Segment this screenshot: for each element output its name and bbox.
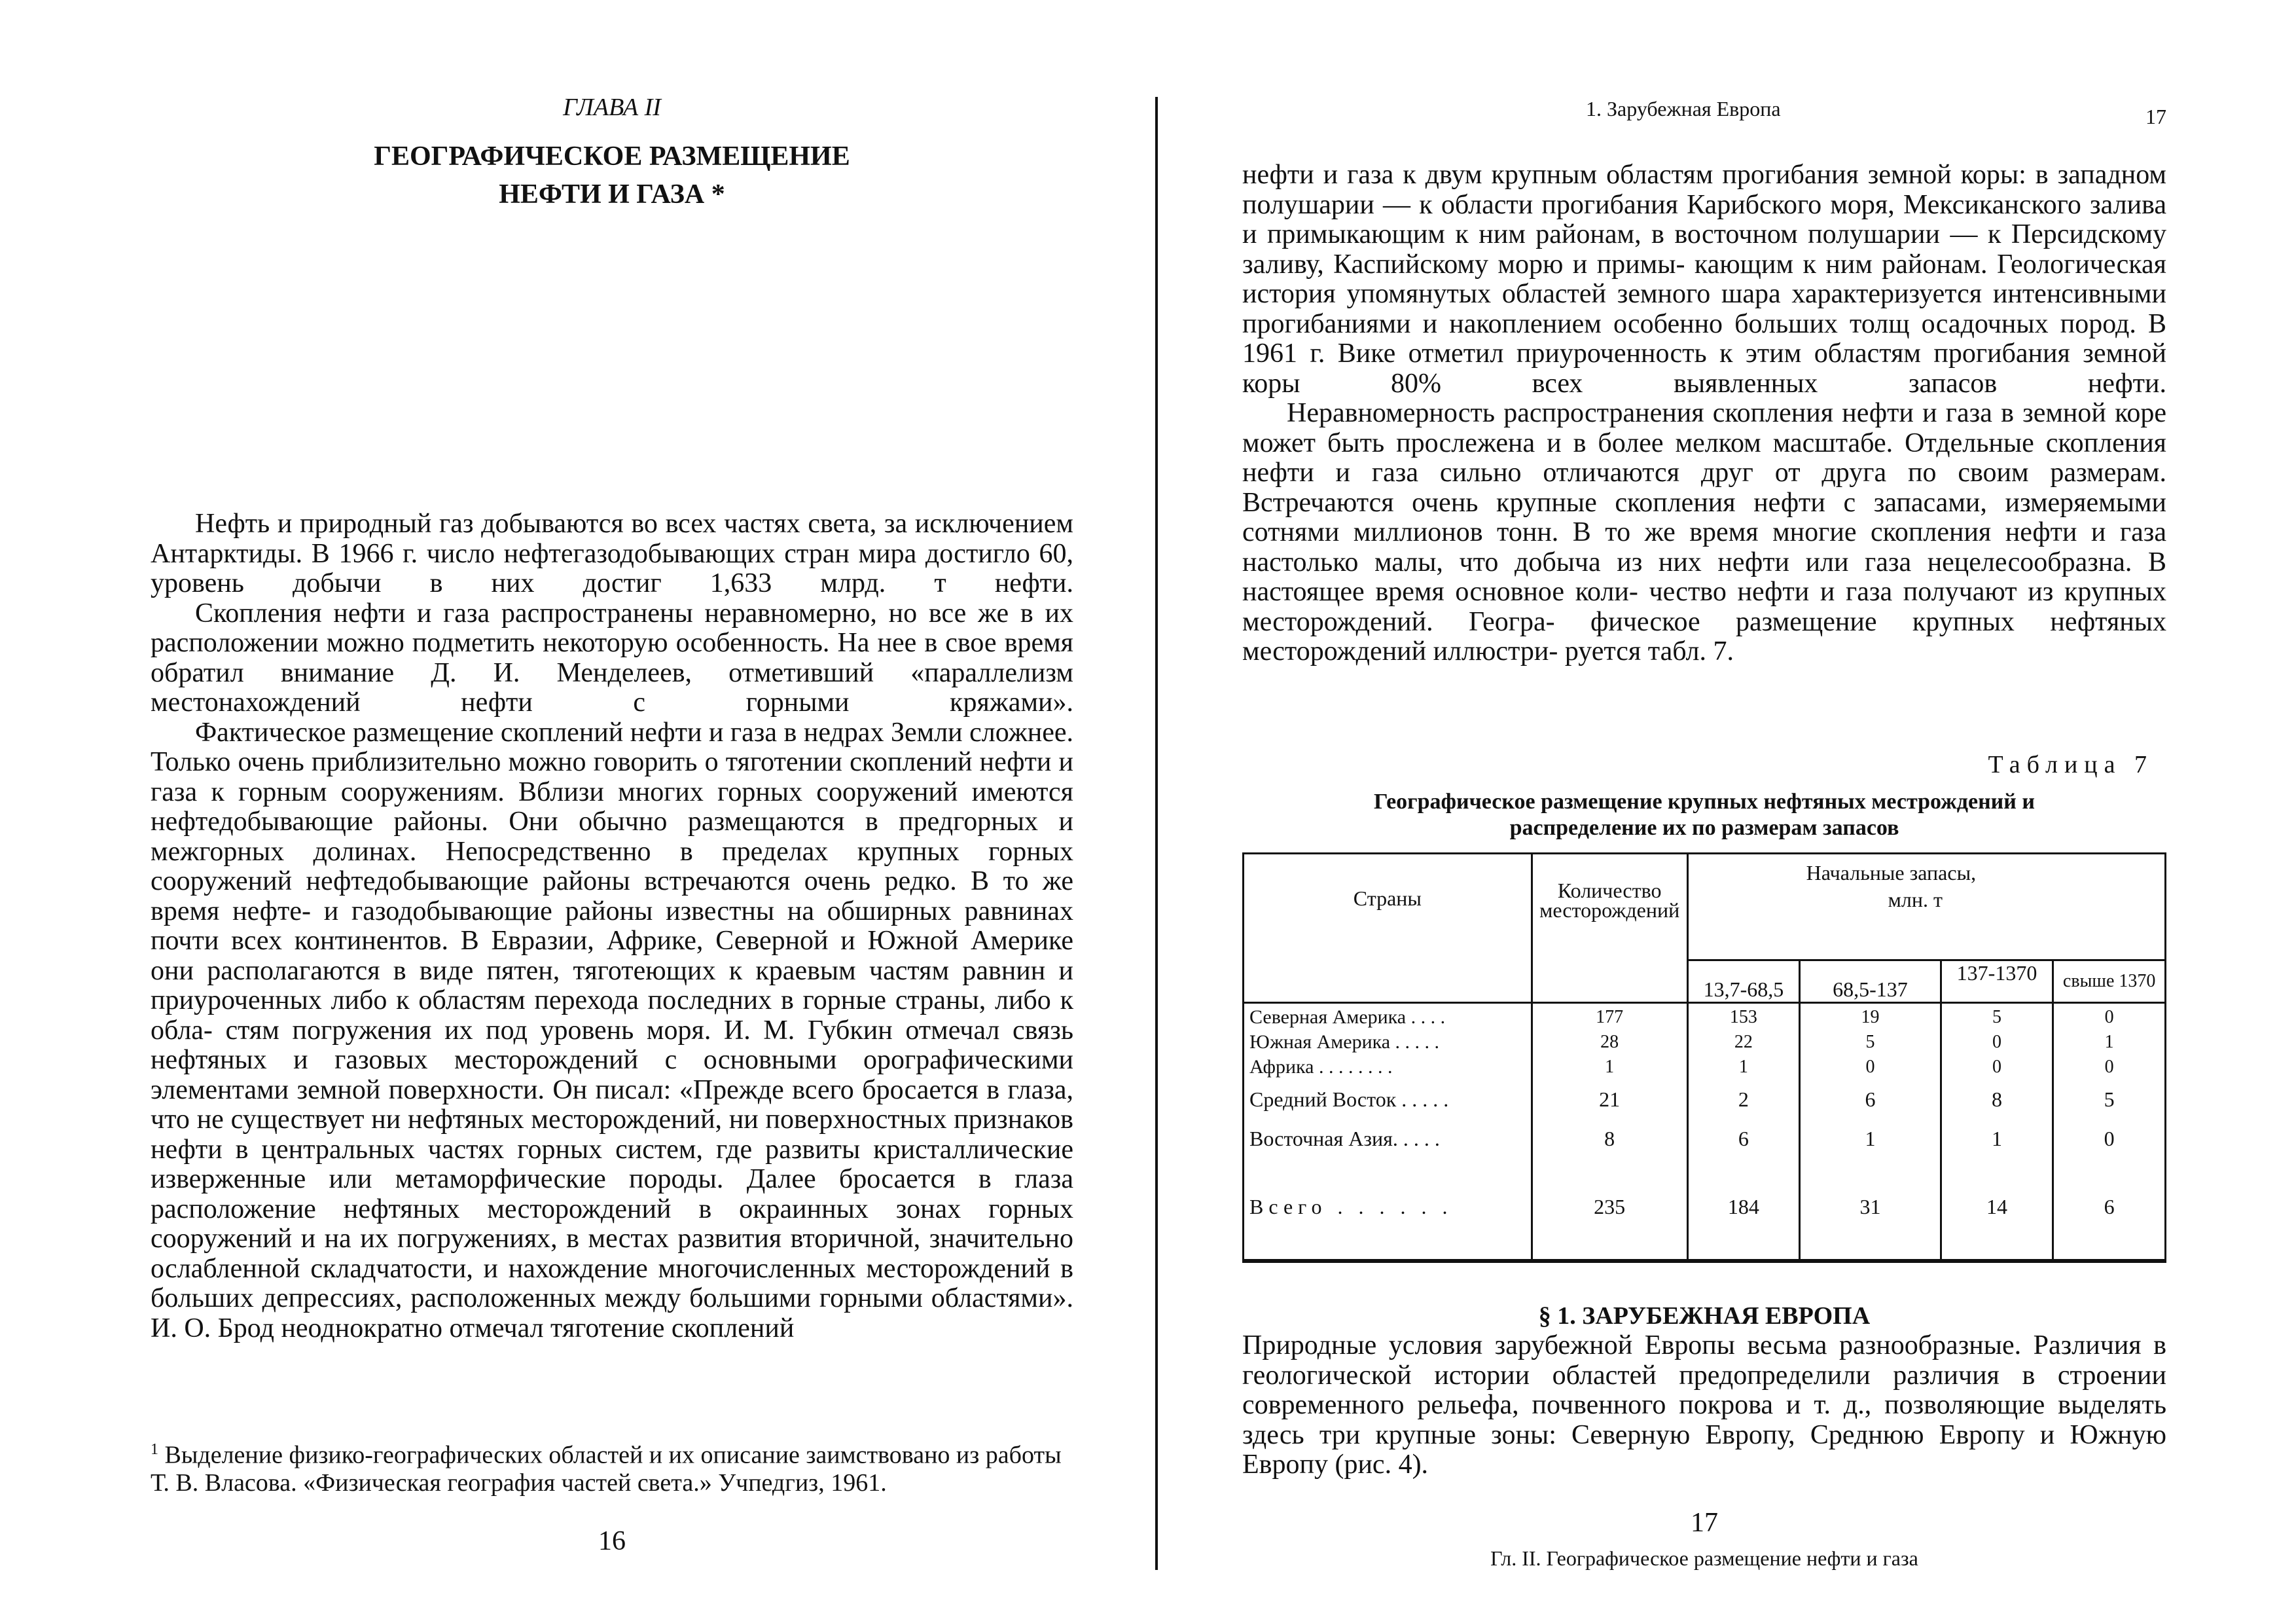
row-country: Африка . . . . . . . . (1244, 1055, 1532, 1080)
cell: 1 (1687, 1055, 1800, 1080)
header-reserves (1687, 854, 2165, 960)
table-row (1244, 1003, 2166, 1030)
row-country: Восточная Азия. . . . . (1244, 1119, 1532, 1158)
cell: 8 (1941, 1080, 2053, 1119)
cell: 28 (1532, 1030, 1687, 1055)
subheader-range: свыше 1370 (2053, 960, 2166, 1003)
table-row (1244, 1030, 2166, 1055)
running-head-number: 17 (2145, 105, 2166, 128)
row-country: Северная Америка . . . . (1244, 1003, 1532, 1030)
cell: 1 (2053, 1030, 2166, 1055)
cell: 0 (1941, 1030, 2053, 1055)
cell: 6 (1800, 1080, 1941, 1119)
table-caption (1282, 789, 2127, 841)
paragraph: Неравномерность распространения скопления нефти и газа в земной коре может быть прослежена и в более мелком масштабе. Отдельные скопления нефти и газа сильно отличаются друг от друга по своим размерам. Встречаются очень крупные скопления нефти с запасами, измеряемыми сотнями миллионов тонн. В то же время многие скопления нефти и газа настолько малы, что добыча из них нефти или газа нецелесообразна. В настоящее время основное коли- чество нефти и газа получают из крупных месторождений. Геогра- фическое размещение крупных нефтяных месторождений иллюстри- руется табл. 7. (1242, 398, 2166, 666)
left-body-text (151, 509, 1073, 1343)
section-heading: § 1. ЗАРУБЕЖНАЯ ЕВРОПА (1538, 1302, 1871, 1330)
page-number-left: 16 (598, 1526, 626, 1556)
cell: 5 (1941, 1003, 2053, 1030)
paragraph: нефти и газа к двум крупным областям прогибания земной коры: в западном полушарии — к области прогибания Карибского моря, Мексиканского залива и примыкающим к ним районам, в восточном полушарии — к Персидскому заливу, Каспийскому морю и примы- кающим к ним районам. Геологическая история упомянутых областей земного шара характеризуется интенсивными прогибаниями и накоплением особенно больших толщ осадочных пород. В 1961 г. Вике отметил приуроченность к этим областям прогибания земной коры 80% всех выявленных запасов нефти. (1242, 160, 2166, 399)
gutter-divider (1155, 97, 1158, 1570)
chapter-label: ГЛАВА II (563, 94, 661, 121)
table-caption-line-2: распределение их по размерам запасов (1509, 816, 1899, 840)
page-number-right: 17 (1691, 1508, 1718, 1538)
table-row (1244, 1080, 2166, 1119)
header-quantity: Количество месторождений (1532, 854, 1687, 1003)
table-spacer-row (1244, 1158, 2166, 1187)
table-total-row (1244, 1187, 2166, 1260)
footer-running-title: Гл. II. Географическое размещение нефти и газа (1490, 1546, 1918, 1570)
footnote (151, 1436, 1073, 1497)
oil-fields-table (1242, 852, 2166, 1263)
header-reserves-label: Начальные запасы, (1806, 861, 1977, 884)
cell: 0 (1941, 1055, 2053, 1080)
cell: 235 (1532, 1187, 1687, 1260)
paragraph: Фактическое размещение скоплений нефти и газа в недрах Земли сложнее. Только очень приблизительно можно говорить о тяготении скоплений нефти и газа к горным сооружениям. Вблизи многих горных сооружений имеются нефтедобывающие районы. Они обычно размещаются в предгорных и межгорных долинах. Непосредственно в пределах крупных горных сооружений нефтедобывающие районы встречаются очень редко. В то же время нефте- и газодобывающие районы известны на обширных равнинах почти всех континентов. В Евразии, Африке, Северной и Южной Америке они располагаются в виде пятен, тяготеющих к краевым частям равнин и приуроченных либо к областям перехода последних в горные страны, либо к обла- стям погружения их под уровень моря. И. М. Губкин отмечал связь нефтяных и газовых месторождений с основными орографическими элементами земной поверхности. Он писал: «Прежде всего бросается в глаза, что не существует ни нефтяных месторождений, ни поверхностных признаков нефти в центральных частях горных систем, где развиты кристаллические изверженные или метаморфические породы. Далее бросается в глаза расположение нефтяных месторождений в окраинных зонах горных сооружений и на их погружениях, в местах развития вторичной, значительно ослабленной складчатости, и нахождение многочисленных месторождений в больших депрессиях, расположенных между большими горными областями». И. О. Брод неоднократно отмечал тяготение скоплений (151, 717, 1073, 1343)
cell: 2 (1687, 1080, 1800, 1119)
cell: 6 (1687, 1119, 1800, 1158)
table-label: Таблица 7 (1988, 751, 2153, 778)
paragraph: Скопления нефти и газа распространены неравномерно, но все же в их расположении можно подметить некоторую особенность. На нее в свое время обратил внимание Д. И. Менделеев, отметивший «параллелизм местонахождений нефти с горными кряжами». (151, 598, 1073, 718)
row-country: Южная Америка . . . . . (1244, 1030, 1532, 1055)
table-row (1244, 1119, 2166, 1158)
cell: 6 (2053, 1187, 2166, 1260)
cell: 0 (2053, 1055, 2166, 1080)
cell: 19 (1800, 1003, 1941, 1030)
running-head-title: 1. Зарубежная Европа (1586, 97, 1781, 120)
footnote-text: Выделение физико-географических областей и их описание заимствовано из работы Т. В. Власова. «Физическая география частей света.» Учпедгиз, 1961. (151, 1441, 1062, 1497)
cell: 14 (1941, 1187, 2053, 1260)
cell: 184 (1687, 1187, 1800, 1260)
table-caption-line-1: Географическое размещение крупных нефтяных местрождений и (1374, 790, 2035, 814)
chapter-title-line-1: ГЕОГРАФИЧЕСКОЕ РАЗМЕЩЕНИЕ (374, 141, 850, 172)
cell: 1 (1941, 1119, 2053, 1158)
cell: 177 (1532, 1003, 1687, 1030)
cell: 0 (2053, 1003, 2166, 1030)
chapter-title (151, 137, 1073, 213)
subheader-range: 68,5-137 (1800, 960, 1941, 1003)
cell: 5 (1800, 1030, 1941, 1055)
header-reserves-unit: млн. т (1888, 888, 1943, 911)
table-row (1244, 1055, 2166, 1080)
header-countries: Страны (1244, 854, 1532, 1003)
cell: 21 (1532, 1080, 1687, 1119)
subheader-range: 13,7-68,5 (1687, 960, 1800, 1003)
chapter-title-line-2: НЕФТИ И ГАЗА * (499, 179, 725, 210)
row-country: Средний Восток . . . . . (1244, 1080, 1532, 1119)
cell: 5 (2053, 1080, 2166, 1119)
cell: 8 (1532, 1119, 1687, 1158)
paragraph: Природные условия зарубежной Европы весьма разнообразные. Различия в геологической истории областей предопределили различия в строении современного рельефа, почвенного покрова и т. д., позволяющие выделять здесь три крупные зоны: Северную Европу, Среднюю Европу и Южную Европу (рис. 4). (1242, 1330, 2166, 1480)
cell: 153 (1687, 1003, 1800, 1030)
subheader-range: 137-1370 (1941, 960, 2053, 1003)
cell: 0 (1800, 1055, 1941, 1080)
paragraph: Нефть и природный газ добываются во всех частях света, за исключением Антарктиды. В 1966 г. число нефтегазодобывающих стран мира достигло 60, уровень добычи в них достиг 1,633 млрд. т нефти. (151, 509, 1073, 598)
cell: 31 (1800, 1187, 1941, 1260)
footnote-mark: 1 (151, 1441, 158, 1458)
cell: 1 (1800, 1119, 1941, 1158)
cell: 22 (1687, 1030, 1800, 1055)
cell: 0 (2053, 1119, 2166, 1158)
section-body-text (1242, 1331, 2166, 1480)
cell: 1 (1532, 1055, 1687, 1080)
row-total-label: Всего . . . . . . (1244, 1187, 1532, 1260)
right-body-text (1242, 160, 2166, 667)
